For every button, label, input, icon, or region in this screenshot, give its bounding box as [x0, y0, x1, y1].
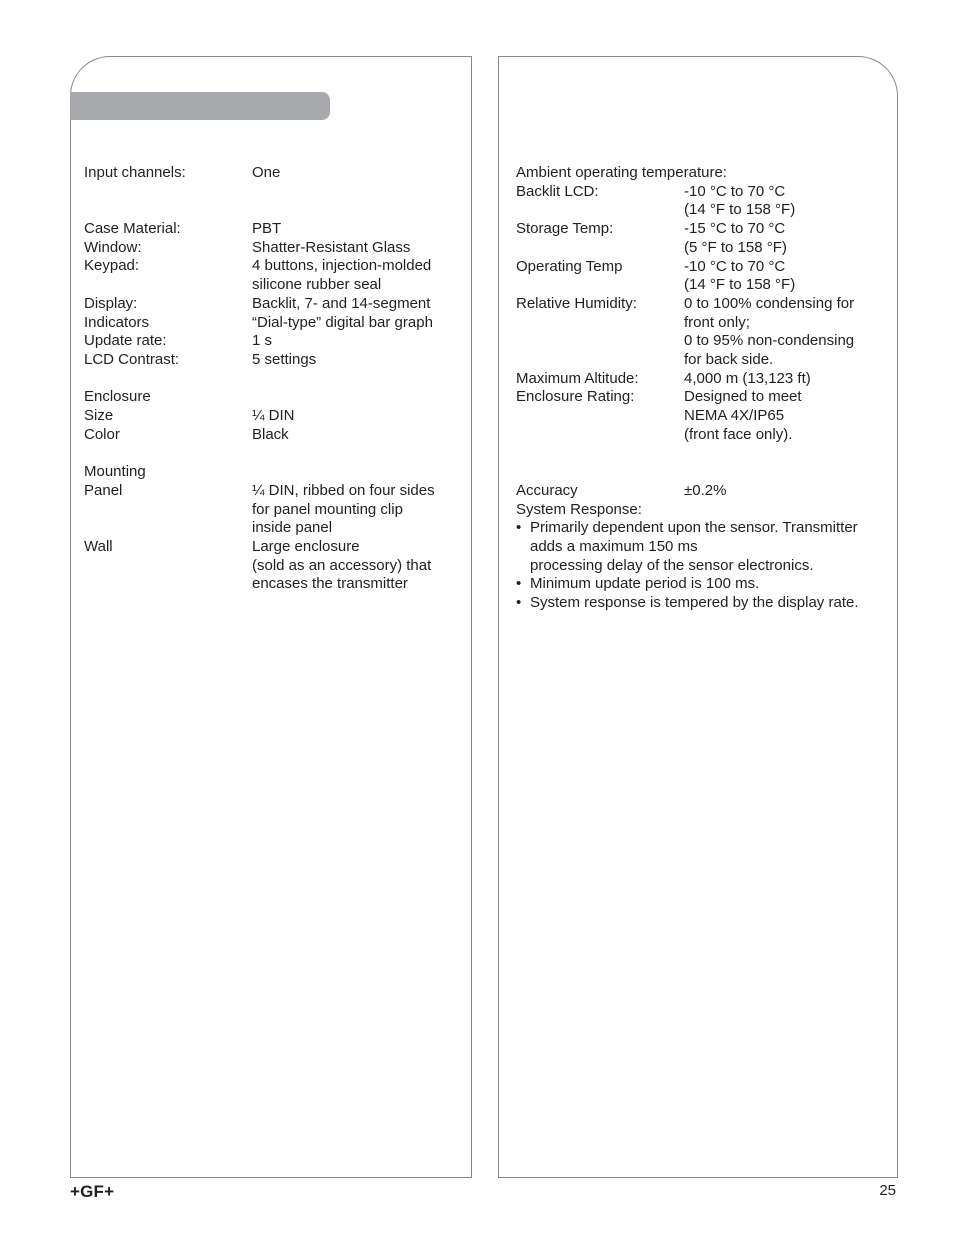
- spec-row: [84, 164, 457, 183]
- spec-label: Operating Temp: [516, 257, 623, 275]
- right-spec-rows: [516, 183, 884, 520]
- spec-row: [516, 426, 884, 445]
- spec-label: LCD Contrast:: [84, 351, 180, 368]
- spec-value: 1 s: [252, 332, 273, 350]
- spec-value: [252, 463, 457, 482]
- spec-row: [84, 276, 457, 295]
- spec-value: [684, 501, 884, 520]
- spacer: [84, 370, 457, 389]
- spec-label: Storage Temp:: [516, 220, 614, 238]
- spec-value: Backlit, 7- and 14-segment: [252, 294, 431, 312]
- spec-label: Case Material:: [84, 220, 181, 238]
- spec-value: [252, 388, 457, 407]
- spec-label: [516, 426, 684, 445]
- spec-row: [84, 332, 457, 351]
- spec-value: 5 settings: [252, 351, 317, 368]
- spec-row: [516, 407, 884, 426]
- spec-label: [516, 314, 684, 333]
- spec-value: “Dial-type” digital bar graph: [252, 313, 433, 331]
- bullet-line: • Minimum update period is 100 ms.: [530, 575, 760, 593]
- spacer: [516, 445, 884, 464]
- spec-value: -10 °C to 70 °C: [684, 257, 786, 275]
- spec-row: [84, 575, 457, 594]
- spec-value: 4,000 m (13,123 ft): [684, 369, 811, 387]
- spec-value: PBT: [252, 220, 282, 238]
- spec-label: Relative Humidity:: [516, 294, 637, 312]
- bullet-line: adds a maximum 150 ms: [530, 538, 698, 556]
- spec-value: Black: [252, 425, 289, 443]
- section-header-bar: [70, 92, 330, 120]
- spec-row: [516, 220, 884, 239]
- spec-value: (5 °F to 158 °F): [684, 238, 787, 256]
- spec-row: [516, 482, 884, 501]
- spec-row: [84, 538, 457, 557]
- spec-label: [84, 276, 252, 295]
- spec-value: (14 °F to 158 °F): [684, 276, 796, 294]
- spec-row: [84, 407, 457, 426]
- spec-label: [84, 575, 252, 594]
- spec-row: [516, 295, 884, 314]
- spec-value: 0 to 100% condensing for: [684, 294, 855, 312]
- bullet-item: [516, 594, 882, 613]
- spec-label: Panel: [84, 481, 123, 499]
- bullet-item: [516, 575, 882, 594]
- spec-row: [84, 351, 457, 370]
- spec-label: Window:: [84, 238, 142, 256]
- spec-label: Keypad:: [84, 257, 140, 275]
- page-number: 25: [879, 1182, 896, 1199]
- spec-label: [516, 407, 684, 426]
- spec-row: [516, 201, 884, 220]
- spec-value: 0 to 95% non-condensing: [684, 332, 855, 350]
- spec-label: Enclosure Rating:: [516, 388, 635, 406]
- spec-row: [516, 183, 884, 202]
- spec-value: silicone rubber seal: [252, 276, 382, 294]
- spec-label: [516, 351, 684, 370]
- spec-row: [516, 258, 884, 277]
- spec-row: [84, 519, 457, 538]
- spec-label: System Response:: [516, 500, 642, 518]
- spec-value: inside panel: [252, 519, 333, 537]
- spec-label: Indicators: [84, 313, 150, 331]
- spec-row: [516, 332, 884, 351]
- spec-value: ¼ DIN: [252, 407, 295, 425]
- spacer: [516, 463, 884, 482]
- spec-row: [84, 426, 457, 445]
- spec-row: [516, 276, 884, 295]
- left-spec-list: [84, 164, 457, 594]
- spec-row: [84, 239, 457, 258]
- spec-label: [516, 239, 684, 258]
- spec-value: for panel mounting clip: [252, 500, 403, 518]
- spec-value: front only;: [684, 313, 750, 331]
- spec-label: [84, 519, 252, 538]
- spec-label: Maximum Altitude:: [516, 369, 639, 387]
- spec-label: [516, 332, 684, 351]
- spec-label: [84, 501, 252, 520]
- spec-value: ¼ DIN, ribbed on four sides: [252, 481, 435, 499]
- bullet-line: • System response is tempered by the display rate.: [530, 594, 859, 612]
- spec-label: Mounting: [84, 463, 146, 481]
- spec-value: -15 °C to 70 °C: [684, 220, 786, 238]
- spec-value: Shatter-Resistant Glass: [252, 238, 411, 256]
- spec-label: Display:: [84, 294, 138, 312]
- spec-value: 4 buttons, injection-molded: [252, 257, 432, 275]
- bullet-item: [516, 519, 882, 575]
- spec-row: [84, 220, 457, 239]
- spec-value: for back side.: [684, 351, 774, 369]
- bullet-line: processing delay of the sensor electronics.: [530, 556, 814, 574]
- spec-row: [84, 314, 457, 333]
- spacer: [84, 445, 457, 464]
- gf-logo: +GF+: [70, 1182, 115, 1201]
- spec-label: [84, 557, 252, 576]
- spec-label: [516, 201, 684, 220]
- spec-value: Large enclosure: [252, 538, 360, 555]
- spec-label: Backlit LCD:: [516, 182, 599, 200]
- spacer: [84, 201, 457, 220]
- spec-value: -10 °C to 70 °C: [684, 182, 786, 200]
- spec-row: [516, 501, 884, 520]
- spec-label: Accuracy: [516, 481, 578, 499]
- spec-label: Color: [84, 425, 120, 443]
- spec-row: [84, 557, 457, 576]
- spec-value: encases the transmitter: [252, 575, 408, 593]
- spec-value: One: [252, 164, 281, 181]
- spec-row: [84, 482, 457, 501]
- spec-value: NEMA 4X/IP65: [684, 407, 785, 425]
- spec-label: Size: [84, 407, 114, 425]
- spec-label: Wall: [84, 538, 113, 555]
- spec-value: (sold as an accessory) that: [252, 556, 432, 574]
- spec-label: Update rate:: [84, 332, 167, 350]
- spec-row: [516, 314, 884, 333]
- spec-row: [84, 257, 457, 276]
- spec-row: [516, 239, 884, 258]
- spec-row: [84, 463, 457, 482]
- spec-row: [84, 295, 457, 314]
- spec-row: [516, 351, 884, 370]
- spec-label: Input channels:: [84, 164, 186, 181]
- ambient-heading: Ambient operating temperature:: [516, 164, 727, 181]
- spacer: [84, 183, 457, 202]
- spec-value: (14 °F to 158 °F): [684, 201, 796, 219]
- spec-row: [84, 501, 457, 520]
- system-response-bullets: [516, 519, 882, 613]
- spec-label: [516, 276, 684, 295]
- spec-value: ±0.2%: [684, 481, 727, 499]
- spec-value: Designed to meet: [684, 388, 802, 406]
- bullet-line: • Primarily dependent upon the sensor. Transmitter: [530, 519, 858, 537]
- spec-row: [84, 388, 457, 407]
- spec-label: Enclosure: [84, 388, 151, 406]
- spec-row: [516, 370, 884, 389]
- spec-row: [516, 388, 884, 407]
- right-spec-list: [516, 164, 884, 613]
- spec-value: (front face only).: [684, 425, 793, 443]
